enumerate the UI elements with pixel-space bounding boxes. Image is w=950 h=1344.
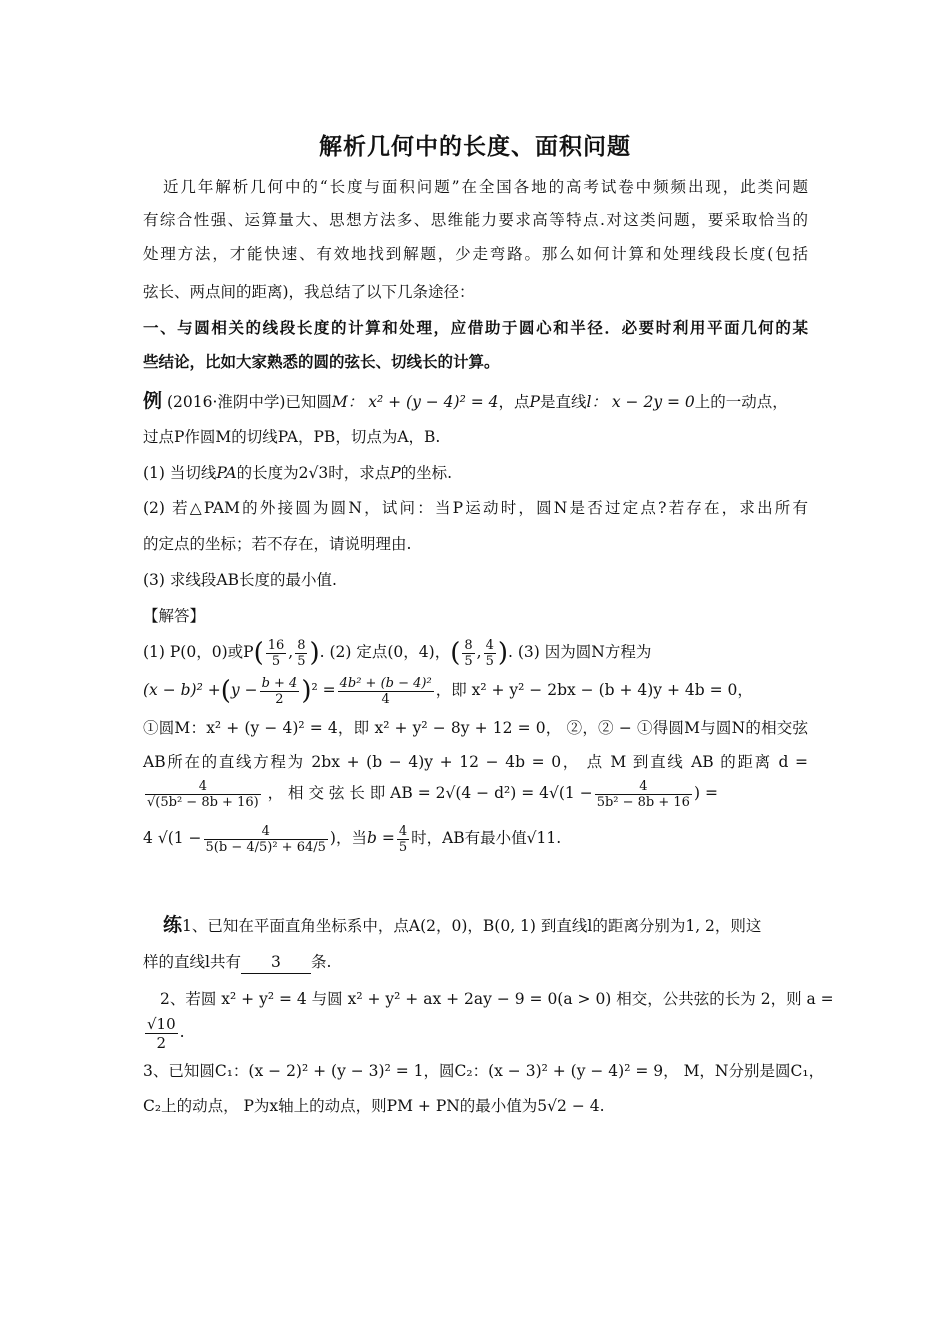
example-source: (2016·淮阴中学)已知圆 <box>166 393 332 411</box>
intro-line-3: 处理方法，才能快速、有效地找到解题，少走弯路。那么如何计算和处理线段长度(包括 <box>143 245 808 263</box>
question-1: (1) 当切线PA的长度为2√3时，求点P的坐标. <box>143 464 453 482</box>
fraction: $\frac{4}{\text{√(5b² − 8b + 16)}}$ <box>147 778 259 810</box>
fraction: $\frac{8}{5}$ <box>464 637 473 669</box>
answer-label: 【解答】 <box>143 607 206 625</box>
fraction: $\frac{\text{4b² + (b − 4)²}}{4}$ <box>339 675 432 707</box>
answer-line-4: AB所在的直线方程为 2bx + (b − 4)y + 12 − 4b = 0， 点 M 到直线 AB 的距离 d = <box>143 753 808 771</box>
question-2-line-1: (2) 若△PAM的外接圆为圆N，试问：当P运动时，圆N是否过定点?若存在，求出所有 <box>143 499 808 517</box>
question-3: (3) 求线段AB长度的最小值. <box>143 571 337 589</box>
answer-line-2: (x − b)² +(y − $\frac{b + 4}{2}$ )² = $\frac{\text{4b² + (b − 4)²}}{4}$ ，即 x² + y² − 2bx − (b + 4)y + 4b = 0， <box>143 675 753 707</box>
practice-label: 练 <box>163 914 183 936</box>
fraction: $\frac{4}{5}$ <box>485 637 494 669</box>
practice-1-line-1: 练1、已知在平面直角坐标系中，点A(2，0)，B(0, 1) 到直线l的距离分别为1, 2，则这 <box>163 914 762 936</box>
example-line-2: 过点P作圆M的切线PA，PB，切点为A，B. <box>143 428 441 446</box>
practice-3-line-2: C₂上的动点， P为x轴上的动点，则PM + PN的最小值为5√2 − 4. <box>143 1097 605 1115</box>
fraction: $\frac{16}{5}$ <box>267 637 285 669</box>
example-label: 例 <box>143 390 163 412</box>
practice-1-line-2: 样的直线l共有 3 条. <box>143 951 808 974</box>
fraction: $\frac{4}{5}$ <box>398 823 408 855</box>
answer-line-1: (1) P(0，0)或P( $\frac{16}{5}$ , $\frac{8}{5}$ ). (2) 定点(0，4)，( $\frac{8}{5}$ , $\frac{4}{5}$ ). (3) 因为圆N方程为 <box>143 637 652 669</box>
answer-line-5: $\frac{4}{\text{√(5b² − 8b + 16)}}$ ， 相 交 弦 长 即 AB = 2√(4 − d²) = 4√(1 − $\frac{4}{\text{5b² − 8b + 16}}$ ) = <box>147 778 718 810</box>
page-title: 解析几何中的长度、面积问题 <box>319 133 631 160</box>
example-line-1: 例 (2016·淮阴中学)已知圆M： x² + (y − 4)² = 4，点P是直线l： x − 2y = 0上的一动点， <box>143 390 788 412</box>
fraction: $\frac{√10}{2}$ <box>147 1014 176 1052</box>
section-heading-line-1: 一、与圆相关的线段长度的计算和处理，应借助于圆心和半径．必要时利用平面几何的某 <box>143 318 808 337</box>
question-2-line-2: 的定点的坐标；若不存在，请说明理由. <box>143 535 412 553</box>
answer-line-6: 4 √(1 − $\frac{4}{\text{5(b − 4/5)² + 64/5}}$ )，当b = $\frac{4}{5}$ 时，AB有最小值√11. <box>143 823 562 855</box>
practice-2-line-2: $\frac{√10}{2}$ . <box>147 1014 185 1052</box>
intro-line-1: 近几年解析几何中的“长度与面积问题”在全国各地的高考试卷中频频出现，此类问题 <box>163 178 808 196</box>
fraction: $\frac{4}{\text{5(b − 4/5)² + 64/5}}$ <box>205 823 326 855</box>
answer-blank: 3 <box>241 951 311 974</box>
section-heading-line-2: 些结论，比如大家熟悉的圆的弦长、切线长的计算。 <box>143 352 500 371</box>
practice-2-line-1: 2、若圆 x² + y² = 4 与圆 x² + y² + ax + 2ay − 9 = 0(a > 0) 相交，公共弦的长为 2，则 a = <box>160 990 834 1008</box>
intro-line-2: 有综合性强、运算量大、思想方法多、思维能力要求高等特点.对这类问题，要采取恰当的 <box>143 211 808 229</box>
practice-3-line-1: 3、已知圆C₁：(x − 2)² + (y − 3)² = 1，圆C₂：(x − 3)² + (y − 4)² = 9， M，N分别是圆C₁， <box>143 1062 825 1080</box>
fraction: $\frac{4}{\text{5b² − 8b + 16}}$ <box>596 778 690 810</box>
answer-line-3: ①圆M：x² + (y − 4)² = 4，即 x² + y² − 8y + 12 = 0， ②，② − ①得圆M与圆N的相交弦 <box>143 719 808 737</box>
fraction: $\frac{8}{5}$ <box>297 637 306 669</box>
fraction: $\frac{b + 4}{2}$ <box>261 675 298 707</box>
intro-line-4: 弦长、两点间的距离)，我总结了以下几条途径： <box>143 283 475 301</box>
